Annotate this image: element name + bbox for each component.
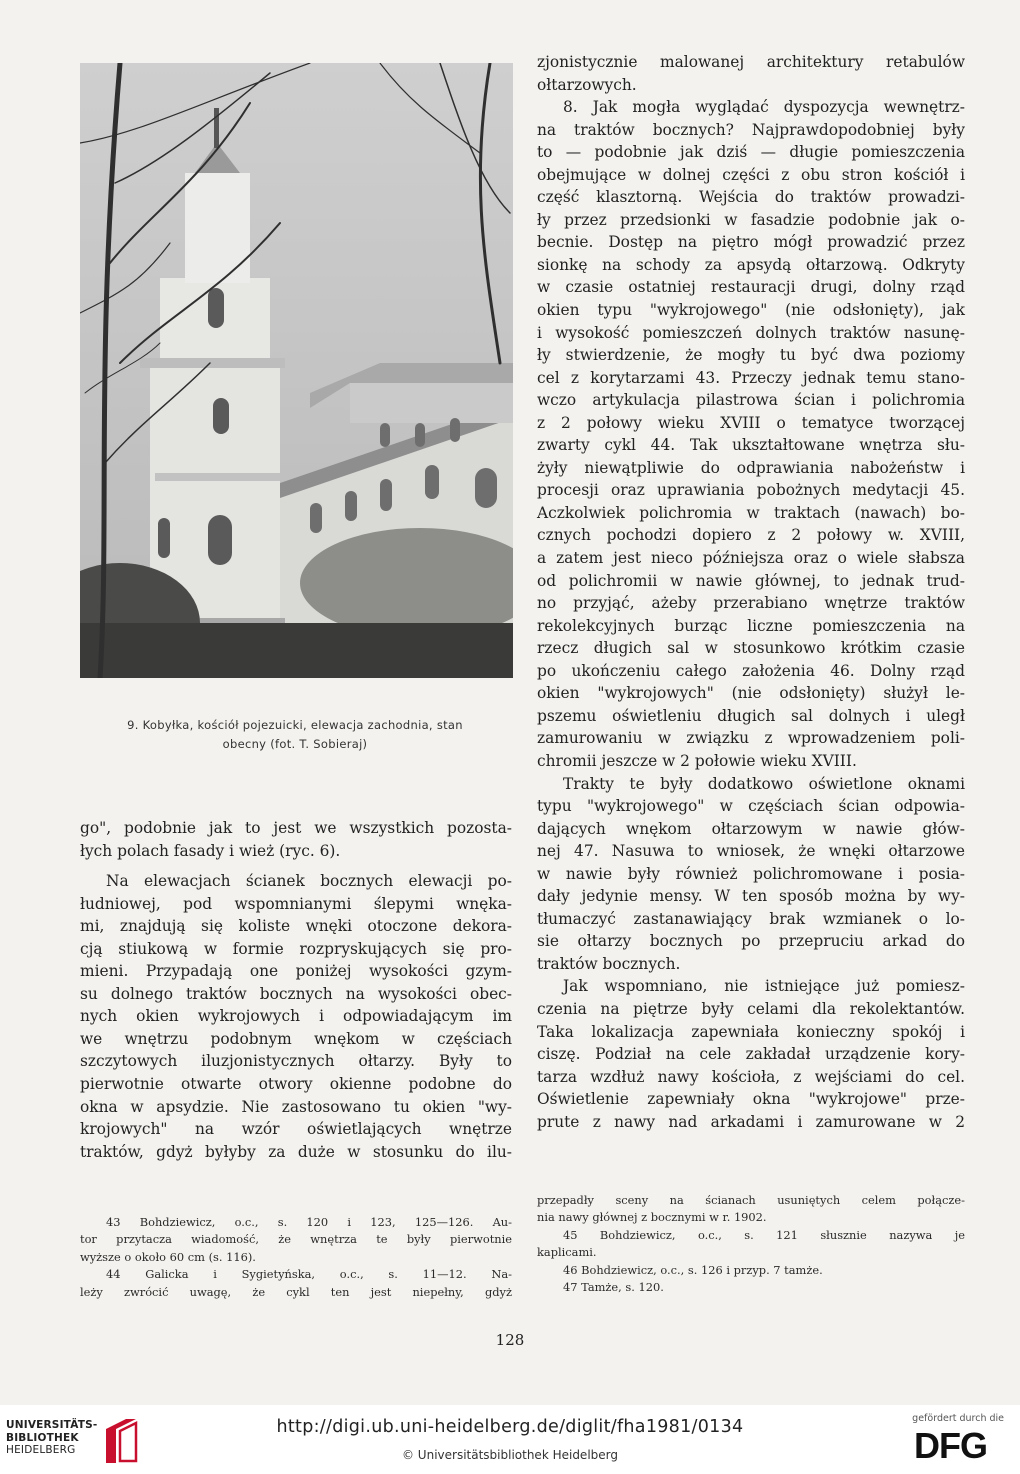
text-line: tłumaczyć zastanawiający brak wzmianek o lo- — [537, 909, 965, 928]
text-line: po ukończeniu całego założenia 46. Dolny rząd — [537, 661, 965, 680]
footer-bar — [0, 1405, 1020, 1474]
text-line: sie ołtarzy bocznych po przepruciu arkad do — [537, 932, 965, 951]
text-line: 8. Jak mogła wyglądać dyspozycja wewnętrz- — [563, 98, 965, 117]
text-line: traktów, gdyż byłyby za duże w stosunku do ilu- — [80, 1142, 512, 1161]
text-line: okien typu "wykrojowego" (nie odsłonięty), jak — [537, 301, 965, 320]
footnote-line: leży zwrócić uwagę, że cykl ten jest niepełny, gdyż — [80, 1284, 512, 1299]
figure-caption — [62, 716, 528, 754]
text-line: su dolnego traktów bocznych na wysokości obec- — [80, 984, 512, 1003]
text-line: i wysokość pomieszczeń dolnych traktów nasunę- — [537, 323, 965, 342]
text-line: szczytowych iluzjonistycznych ołtarzy. Były to — [80, 1052, 512, 1071]
left-text-column — [80, 817, 512, 1163]
text-line: łudniowej, pod wspomnianymi ślepymi wnęka- — [80, 894, 512, 913]
caption-line-1: 9. Kobyłka, kościół pojezuicki, elewacja zachodnia, stan — [127, 718, 463, 732]
funding-note: gefördert durch die — [912, 1413, 1004, 1424]
text-line: we wnętrzu podobnym wnękom w częściach — [80, 1029, 512, 1048]
text-line: Oświetlenie zapewniały okna "wykrojowe" prze- — [537, 1090, 965, 1109]
text-line: czenia na piętrze były celami dla rekolektantów. — [537, 999, 965, 1018]
text-line: prute z nawy nad arkadami i zamurowane w 2 — [537, 1112, 965, 1131]
text-line: ołtarzowych. — [537, 75, 637, 94]
footnote-line: kaplicami. — [537, 1245, 597, 1260]
text-line: Aczkolwiek polichromia w traktach (nawach) bo- — [537, 503, 965, 522]
footnote-line: 45 Bohdziewicz, o.c., s. 121 słusznie nazywa je — [563, 1227, 965, 1242]
text-line: wczo artykulacja pilastrowa ścian i polichromia — [537, 391, 965, 410]
text-line: krojowych" na wzór oświetlających wnętrze — [80, 1120, 512, 1139]
text-line: becnie. Dostęp na piętro mógł prowadzić przez — [537, 233, 965, 252]
text-line: typu "wykrojowego" w częściach ścian odpowia- — [537, 797, 965, 816]
text-line: ły przez przedsionki w fasadzie podobnie jak o- — [537, 210, 965, 229]
text-line: to — podobnie jak dziś — długie pomieszczenia — [537, 143, 965, 162]
text-line: traktów bocznych. — [537, 954, 681, 973]
text-line: mi, znajdują się koliste wnęki otoczone dekora- — [80, 917, 512, 936]
library-name-line-2: BIBLIOTHEK — [6, 1431, 79, 1444]
text-line: Trakty te były dodatkowo oświetlone oknami — [563, 774, 965, 793]
text-line: rekolekcyjnych burząc liczne pomieszczenia na — [537, 616, 965, 635]
text-line: w czasie ostatniej restauracji drugi, dolny rząd — [537, 278, 965, 297]
text-line: go", podobnie jak to jest we wszystkich pozosta- — [80, 819, 512, 837]
text-line: łych polach fasady i wież (ryc. 6). — [80, 841, 341, 860]
text-line: cją stiukową w formie rozpryskujących się pro- — [80, 939, 512, 958]
text-line: okna w apsydzie. Nie zastosowano tu okien "wy- — [80, 1097, 512, 1116]
text-line: ciszę. Podział na cele zakładał urządzenie kory- — [537, 1045, 965, 1064]
text-line: na traktów bocznych? Najprawdopodobniej były — [537, 120, 965, 139]
caption-line-2: obecny (fot. T. Sobieraj) — [222, 737, 368, 751]
text-line: tarza wzdłuż nawy kościoła, z wejściami do cel. — [537, 1067, 965, 1086]
text-line: od polichromii w nawie głównej, to jednak trud- — [537, 571, 965, 590]
library-name-line-1: UNIVERSITÄTS- — [6, 1419, 98, 1431]
footnote-line: wyższe o około 60 cm (s. 116). — [80, 1249, 256, 1264]
text-line: dających wnękom ołtarzowym w nawie głów- — [537, 819, 965, 838]
text-line: dały jedynie mensy. W ten sposób można by wy- — [537, 887, 965, 906]
text-line: z 2 połowy wieku XVIII o tematyce tworzącej — [537, 413, 965, 432]
library-name-line-3: HEIDELBERG — [6, 1444, 76, 1456]
footnote-line: nia nawy głównej z bocznymi w r. 1902. — [537, 1210, 767, 1225]
right-text-column — [537, 51, 965, 1133]
text-line: nych okien wykrojowych i odpowiadającym im — [80, 1007, 512, 1026]
dfg-logo-icon[interactable] — [914, 1427, 1006, 1465]
footnote-line: przepadły sceny na ścianach usuniętych celem połącze- — [537, 1193, 965, 1207]
footnote-line: tor przytacza wiadomość, że wnętrza te były pierwotnie — [80, 1232, 512, 1247]
page-number: 128 — [495, 1331, 525, 1349]
text-line: pszemu oświetleniu długich sal dolnych i uległ — [537, 706, 965, 725]
footnote-line: 46 Bohdziewicz, o.c., s. 126 i przyp. 7 tamże. — [563, 1262, 823, 1277]
copyright-notice: © Universitätsbibliothek Heidelberg — [401, 1448, 618, 1462]
footnote-line: 43 Bohdziewicz, o.c., s. 120 i 123, 125—126. Au- — [106, 1215, 512, 1229]
text-line: zjonistycznie malowanej architektury retabulów — [537, 53, 965, 71]
text-line: w nawie były również polichromowane i posia- — [537, 864, 965, 883]
text-line: rzecz długich sal w stosunkowo krótkim czasie — [537, 639, 965, 658]
footnote-line: 47 Tamże, s. 120. — [563, 1280, 664, 1295]
church-photograph — [80, 63, 513, 678]
text-line: a zatem jest nieco późniejsza oraz o wiele słabsza — [537, 549, 965, 568]
document-url-link[interactable]: http://digi.ub.uni-heidelberg.de/diglit/fha1981/0134 — [276, 1417, 744, 1437]
dfg-logo-text: DFG — [914, 1427, 987, 1461]
footnotes-left — [80, 1214, 512, 1301]
footnotes-right — [537, 1192, 965, 1296]
text-line: cel z korytarzami 43. Przeczy jednak temu stano- — [537, 368, 965, 387]
text-line: nej 47. Nasuwa to wniosek, że wnęki ołtarzowe — [537, 842, 965, 861]
text-line: pierwotnie otwarte otwory okienne podobne do — [80, 1075, 512, 1094]
text-line: no przyjąć, ażeby przerabiano wnętrze traktów — [537, 594, 965, 613]
text-line: mieni. Przypadają one poniżej wysokości gzym- — [80, 962, 512, 981]
text-line: obejmujące w dolnej części z obu stron kościół i — [537, 165, 965, 184]
text-line: chromii jeszcze w 2 połowie wieku XVIII. — [537, 751, 857, 770]
text-line: Na elewacjach ścianek bocznych elewacji po- — [106, 872, 512, 891]
text-line: procesji oraz uprawiania pobożnych medytacji 45. — [537, 481, 965, 500]
text-line: żyły niewątpliwie do odprawiania nabożeństw i — [537, 458, 965, 477]
text-line: okien "wykrojowych" (nie odsłonięty) służył le- — [537, 684, 965, 703]
text-line: sionkę na schody za apsydą ołtarzową. Odkryty — [537, 255, 965, 274]
text-line: ły stwierdzenie, że mogły tu być dwa poziomy — [537, 346, 965, 365]
footnote-line: 44 Galicka i Sygietyńska, o.c., s. 11—12. Na- — [106, 1267, 512, 1282]
text-line: zwarty cykl 44. Tak ukształtowane wnętrza słu- — [537, 436, 965, 455]
text-line: cznych pochodzi dopiero z 2 połowy w. XVIII, — [537, 526, 965, 545]
text-line: Taka lokalizacja zapewniała konieczny spokój i — [537, 1022, 965, 1041]
text-line: Jak wspomniano, nie istniejące już pomiesz- — [563, 977, 965, 996]
text-line: zamurowaniu w związku z wprowadzeniem poli- — [537, 729, 965, 748]
text-line: część klasztorną. Wejścia do traktów prowadzi- — [537, 188, 965, 207]
